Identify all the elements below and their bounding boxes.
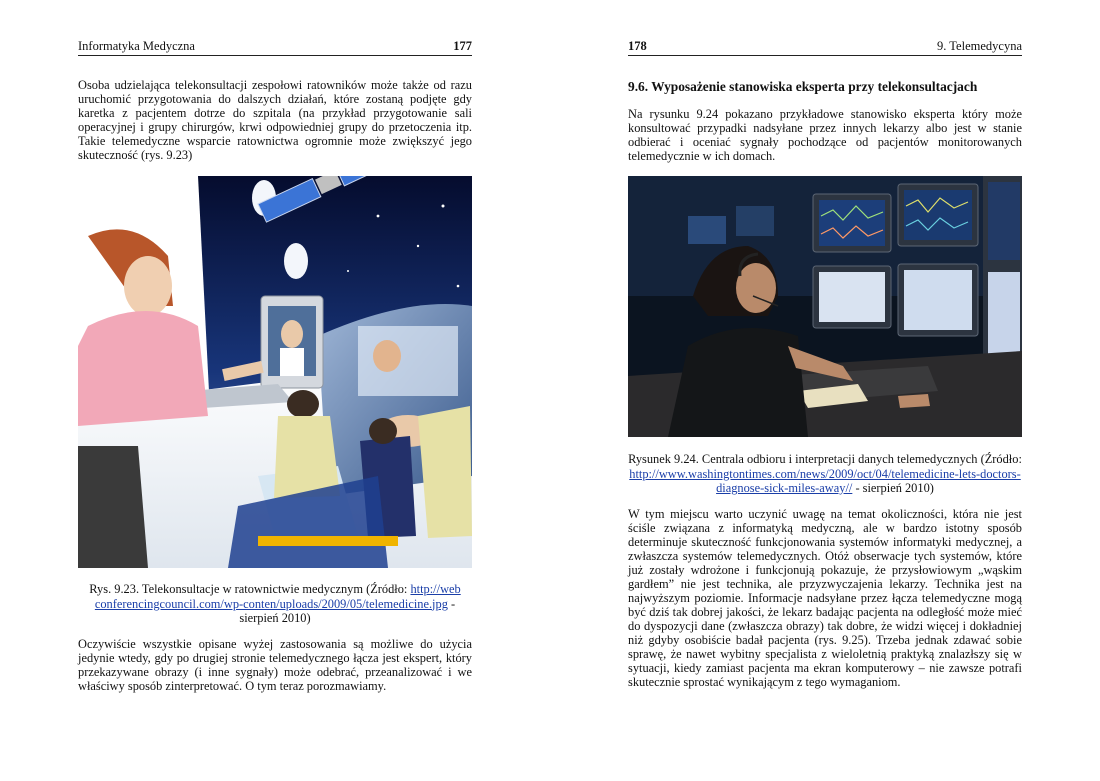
figure-9-24-telemedicine-center-photo: [628, 176, 1022, 437]
caption-9-23-suffix: - sierpień 2010): [239, 596, 456, 625]
figure-9-23-telemedicine-illustration: [78, 176, 472, 568]
caption-9-24-source-link[interactable]: http://www.washingtontimes.com/news/2009/oct/04/telemedicine-lets-doctors-diagnose-sick-miles-away//: [629, 466, 1021, 495]
left-header-title: Informatyka Medyczna: [78, 39, 195, 53]
caption-9-23-source-link[interactable]: http://web conferencingcouncil.com/wp-conten/uploads/2009/05/telemedicine.jpg: [94, 582, 461, 611]
figure-9-23-caption: [78, 582, 472, 626]
figure-9-24-caption: [628, 452, 1022, 496]
left-running-header: [78, 38, 472, 56]
caption-9-24-prefix: Rysunek 9.24. Centrala odbioru i interpretacji danych telemedycznych (Źródło:: [628, 452, 1022, 466]
caption-9-24-suffix: - sierpień 2010): [852, 481, 934, 495]
right-header-title: 9. Telemedycyna: [937, 39, 1022, 53]
left-page-number: 177: [453, 39, 472, 53]
left-paragraph-2: Oczywiście wszystkie opisane wyżej zastosowania są możliwe do użycia jedynie wtedy, gdy po drugiej stronie telemedycznego łącza jest ekspert, który przekazywane obrazy (i inne sygnały) może odebrać, przeanalizować i we właściwy sposób zinterpretować. O tym teraz porozmawiamy.: [78, 637, 472, 693]
right-paragraph-2: W tym miejscu warto uczynić uwagę na temat okoliczności, która nie jest ściśle związana z informatyką medyczną, ale w bardzo istotny sposób determinuje skuteczność funkcjonowania systemów informatyki medycznej, a zwłaszcza systemów telemedycznych. Otóż obserwacje tych systemów, które już zostały wdrożone i funkcjonują pokazuje, że przysłowiowym „wąskim gardłem” nie jest technika, ale przyzwyczajenia lekarzy. Technika jest na najwyższym poziomie. Informacje nadsyłane przez łącza telemedyczne mogą być dziś tak dobrej jakości, że lekarz badając pacjenta na odległość może mieć do dyspozycji dane (zwłaszcza obrazy) tak dobre, że widzi więcej i dokładniej niż gdyby osobiście badał pacjenta (rys. 9.25). Trzeba jednak zdawać sobie sprawę, że nawet wybitny specjalista z wieloletnią praktyką znalazłszy się w sytuacji, kiedy zamiast pacjenta ma ekran komputerowy – nie zawsze potrafi skutecznie sprostać wynikającym z tego wymaganiom.: [628, 507, 1022, 689]
left-paragraph-1: Osoba udzielająca telekonsultacji zespołowi ratowników może także od razu uruchomić przygotowania do dalszych działań, które zostaną podjęte gdy karetka z pacjentem dotrze do szpitala (na przykład przygotowanie sali operacyjnej i grupy chirurgów, krwi odpowiedniej grupy do przetoczenia itp. Takie telemedyczne wsparcie ratownictwa ogromnie może zwiększyć jego skuteczność (rys. 9.23): [78, 78, 472, 162]
right-page: [550, 0, 1100, 781]
section-heading: 9.6. Wyposażenie stanowiska eksperta przy telekonsultacjach: [628, 79, 978, 94]
right-page-number: 178: [628, 39, 647, 53]
right-paragraph-1: Na rysunku 9.24 pokazano przykładowe stanowisko eksperta który może konsultować przypadki nadsyłane przez innych lekarzy albo jest w stanie odbierać i oceniać sygnały pochodzące od pacjentów monitorowanych telemedycznie w ich domach.: [628, 107, 1022, 163]
right-running-header: [628, 38, 1022, 56]
caption-9-23-prefix: Rys. 9.23. Telekonsultacje w ratownictwie medycznym (Źródło:: [89, 582, 411, 596]
